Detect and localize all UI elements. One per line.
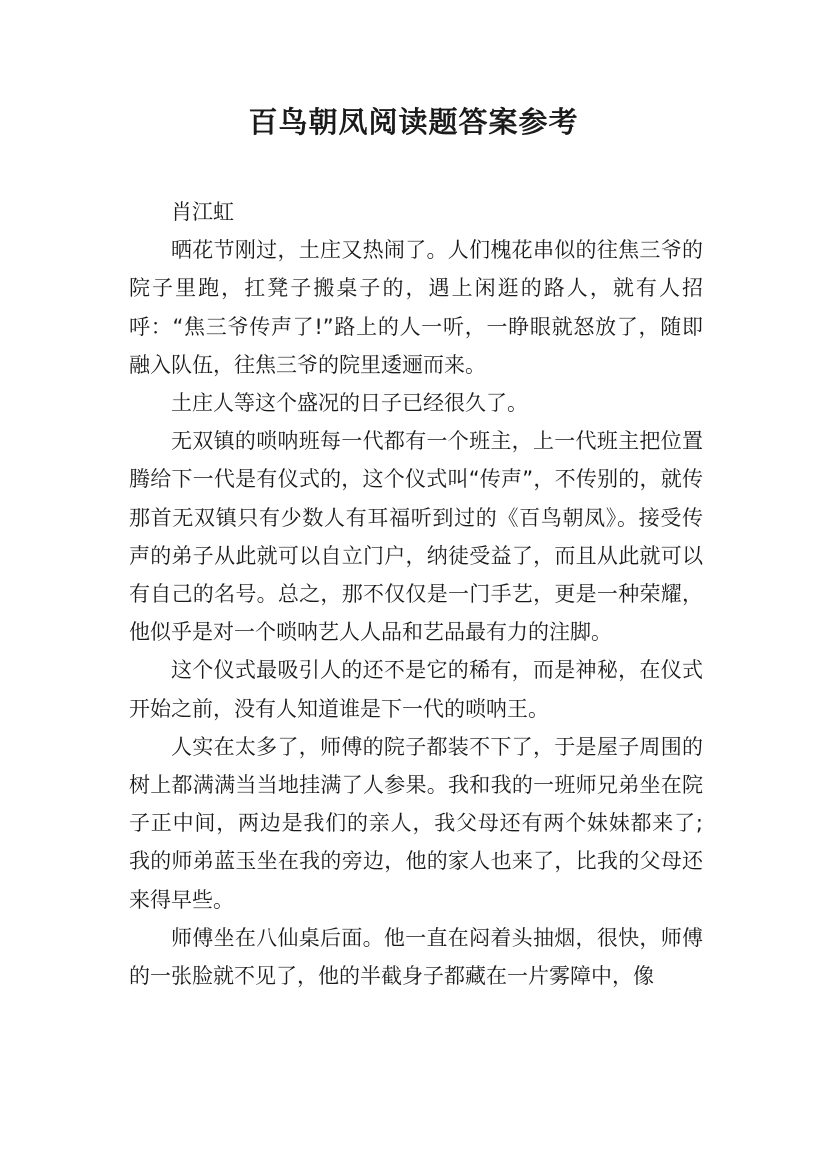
paragraph: 人实在太多了，师傅的院子都装不下了，于是屋子周围的树上都满满当当地挂满了人参果。我和我的一班师兄弟坐在院子正中间，两边是我们的亲人，我父母还有两个妹妹都来了;我的师弟蓝玉坐在我的旁边，他的家人也来了，比我的父母还来得早些。: [129, 734, 703, 912]
paragraph: 土庄人等这个盛况的日子已经很久了。: [171, 391, 528, 416]
author-line: 肖江虹: [171, 200, 234, 224]
paragraph: 晒花节刚过，土庄又热闹了。人们槐花串似的往焦三爷的院子里跑，扛凳子搬桌子的，遇上闲逛的路人，就有人招呼：“焦三爷传声了!”路上的人一听，一睁眼就怒放了，随即融入队伍，往焦三爷的院里逶逦而来。: [129, 238, 703, 377]
paragraph: 无双镇的唢呐班每一代都有一个班主，上一代班主把位置腾给下一代是有仪式的，这个仪式叫“传声”，不传别的，就传那首无双镇只有少数人有耳福听到过的《百鸟朝凤》。接受传声的弟子从此就可以自立门户，纳徒受益了，而且从此就可以有自己的名号。总之，那不仅仅是一门手艺，更是一种荣耀，他似乎是对一个唢呐艺人人品和艺品最有力的注脚。: [129, 429, 703, 645]
document-title: 百鸟朝凤阅读题答案参考: [248, 105, 579, 139]
paragraph: 这个仪式最吸引人的还不是它的稀有，而是神秘，在仪式开始之前，没有人知道谁是下一代的唢呐王。: [129, 658, 703, 721]
article-body: [129, 193, 703, 995]
paragraph: 师傅坐在八仙桌后面。他一直在闷着头抽烟，很快，师傅的一张脸就不见了，他的半截身子都藏在一片雾障中，像: [129, 925, 703, 989]
